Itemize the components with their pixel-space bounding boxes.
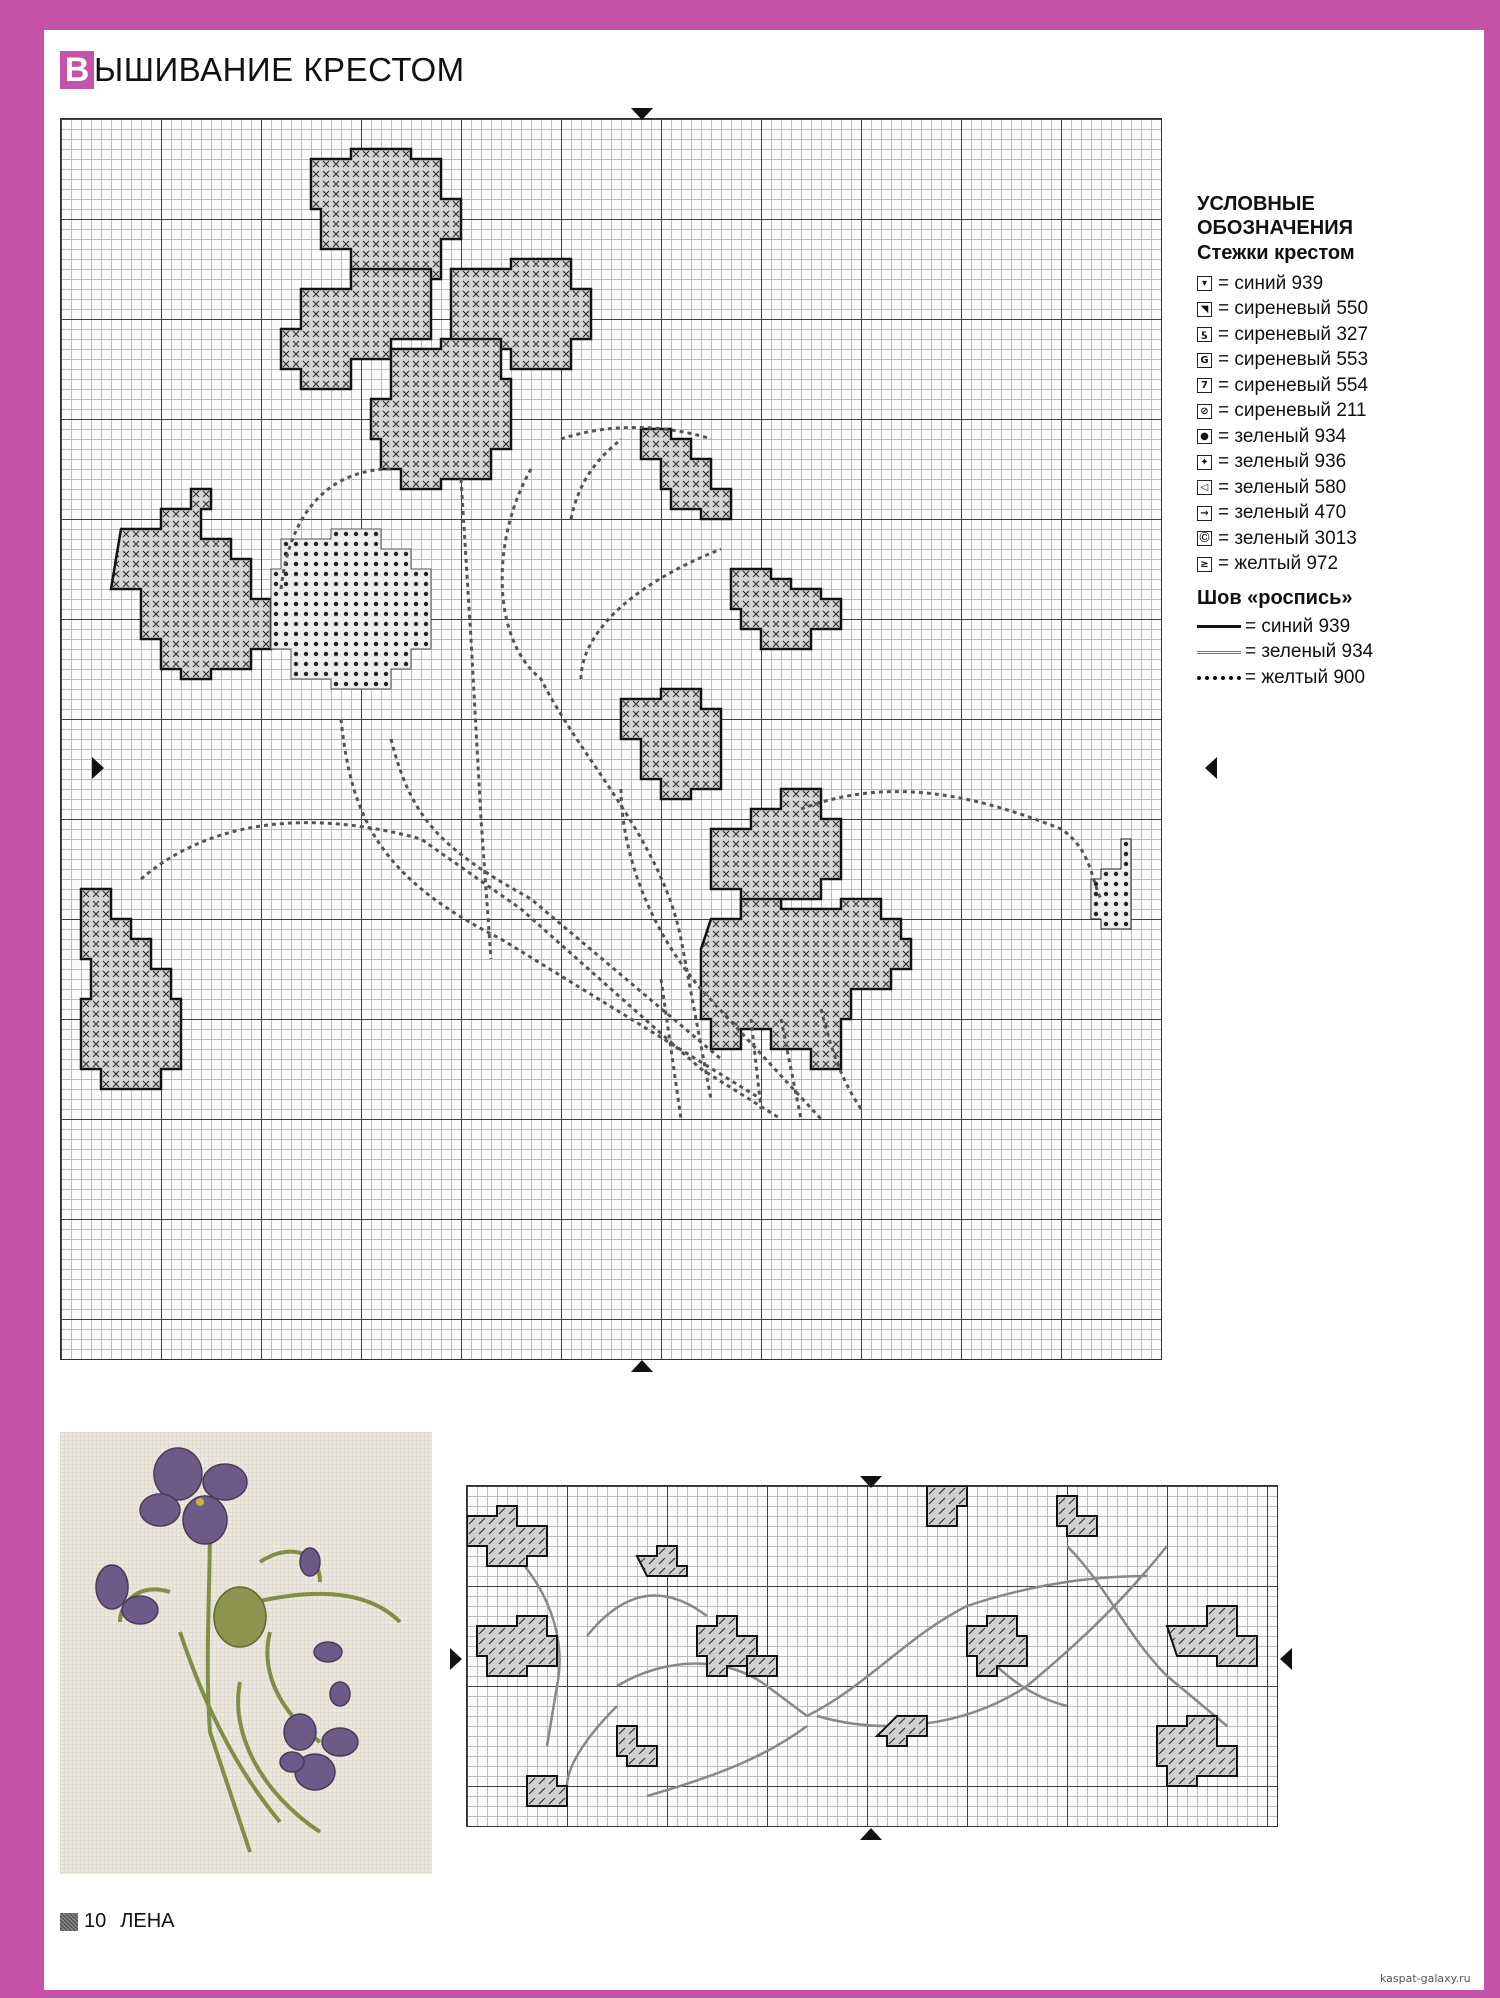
legend-label: = сиреневый 211 [1218, 400, 1367, 422]
stitch-symbol-icon: ≥ [1197, 557, 1212, 572]
main-cross-stitch-chart [60, 118, 1162, 1360]
legend-label: = синий 939 [1218, 272, 1324, 294]
legend-item [1197, 271, 1427, 297]
magazine-name: ЛЕНА [120, 1910, 175, 1932]
stitch-symbol-icon: 7 [1197, 378, 1212, 393]
dotted-line-icon [1197, 676, 1241, 680]
legend-item [1197, 640, 1427, 666]
legend-item [1197, 526, 1427, 552]
border-marker-top [860, 1476, 882, 1488]
stitch-symbol-icon: ⊘ [1197, 404, 1212, 419]
legend-item [1197, 424, 1427, 450]
legend-label: = сиреневый 327 [1218, 323, 1369, 345]
legend-title-line1: УСЛОВНЫЕ [1197, 193, 1315, 215]
legend-title-line2: ОБОЗНАЧЕНИЯ [1197, 217, 1353, 239]
legend-label: = сиреневый 554 [1218, 374, 1369, 396]
cross-stitch-heading: Стежки крестом [1197, 242, 1355, 264]
legend-item [1197, 501, 1427, 527]
page-footer [60, 1910, 175, 1933]
legend-label: = синий 939 [1245, 615, 1351, 637]
legend-item [1197, 552, 1427, 578]
footer-square-icon [60, 1913, 78, 1931]
legend-item [1197, 399, 1427, 425]
border-marker-bottom [860, 1828, 882, 1840]
legend-label: = зеленый 934 [1245, 641, 1374, 663]
chart-legend [1197, 192, 1427, 691]
main-chart-pattern [61, 119, 1161, 1359]
border-marker-left [450, 1648, 462, 1670]
watermark: kaspat-galaxy.ru [1380, 1972, 1471, 1985]
legend-label: = желтый 972 [1218, 553, 1339, 575]
header-initial: В [60, 51, 94, 89]
legend-label: = зеленый 470 [1218, 502, 1347, 524]
legend-item [1197, 665, 1427, 691]
legend-item [1197, 348, 1427, 374]
stitch-symbol-icon: ƽ [1197, 327, 1212, 342]
stitch-symbol-icon: Ⓒ [1197, 531, 1212, 546]
page-header [60, 48, 465, 92]
backstitch-heading: Шов «роспись» [1197, 587, 1353, 609]
legend-label: = зеленый 934 [1218, 425, 1347, 447]
page-number: 10 [84, 1910, 107, 1932]
stitch-symbol-icon: ✦ [1197, 455, 1212, 470]
center-marker-left [92, 757, 104, 779]
legend-item [1197, 322, 1427, 348]
center-marker-right [1205, 757, 1217, 779]
border-chart-pattern [467, 1486, 1277, 1826]
center-marker-top [631, 108, 653, 120]
solid-line-icon [1197, 625, 1241, 628]
violet-embroidery-image [60, 1432, 432, 1874]
legend-label: = сиреневый 553 [1218, 349, 1369, 371]
legend-label: = желтый 900 [1245, 666, 1366, 688]
legend-item [1197, 614, 1427, 640]
legend-label: = сиреневый 550 [1218, 298, 1369, 320]
border-cross-stitch-chart [466, 1485, 1278, 1827]
legend-item [1197, 450, 1427, 476]
legend-item [1197, 475, 1427, 501]
stitch-symbol-icon: → [1197, 506, 1212, 521]
stitch-symbol-icon: ◁ [1197, 480, 1212, 495]
stitch-symbol-icon: ● [1197, 429, 1212, 444]
legend-label: = зеленый 936 [1218, 451, 1347, 473]
embroidery-photo [60, 1432, 432, 1874]
legend-label: = зеленый 580 [1218, 476, 1347, 498]
legend-item [1197, 373, 1427, 399]
legend-item [1197, 297, 1427, 323]
border-marker-right [1280, 1648, 1292, 1670]
header-title: ЫШИВАНИЕ КРЕСТОМ [94, 51, 465, 88]
stitch-symbol-icon: G [1197, 353, 1212, 368]
legend-label: = зеленый 3013 [1218, 527, 1357, 549]
center-marker-bottom [631, 1360, 653, 1372]
stitch-symbol-icon: ▾ [1197, 276, 1212, 291]
stitch-symbol-icon: ◥ [1197, 302, 1212, 317]
double-line-icon [1197, 651, 1241, 654]
